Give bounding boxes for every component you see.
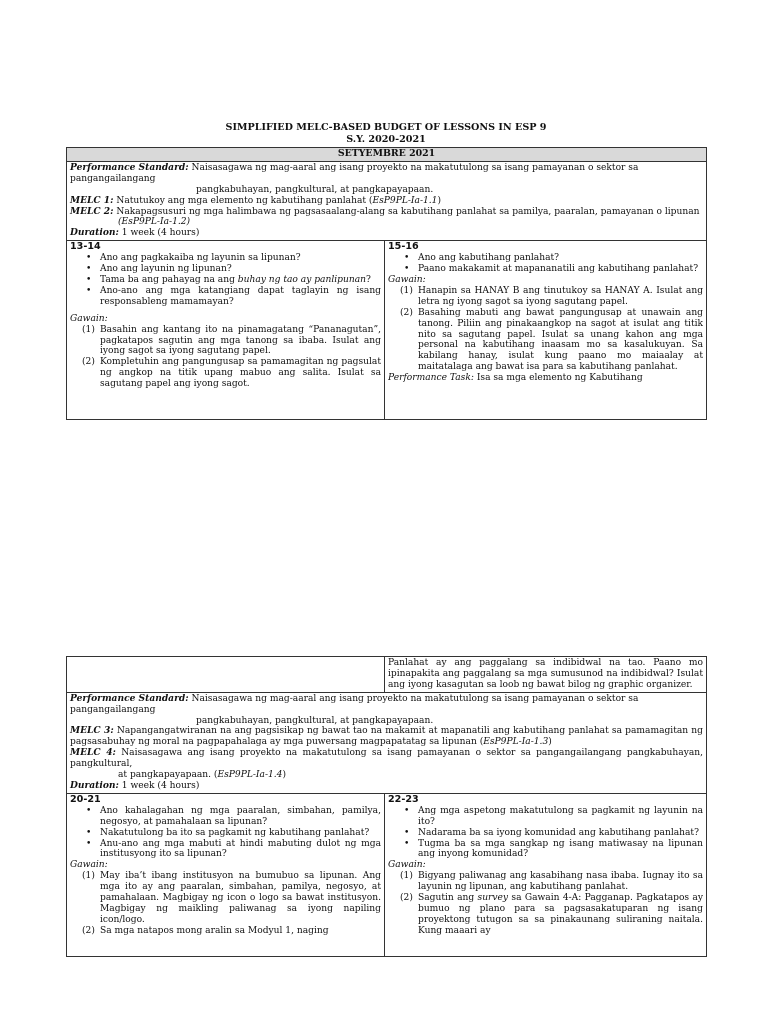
performance-standard-cont: pangkabuhayan, pangkultural, at pangkapayapaan. (196, 715, 434, 726)
activity-list (70, 325, 381, 390)
activity-list (70, 871, 381, 936)
activity-item: (2) Sagutin ang survey sa Gawain 4-A: Pagganap. Pagkatapos ay bumuo ng plano para sa pagsasakatuparan ng isang proyektong tutugon sa sa pinakaunang suliraning naitala. Kung maaari ay (400, 893, 703, 936)
budget-table-page2 (66, 656, 707, 957)
duration: Duration: 1 week (4 hours) (70, 779, 200, 791)
activity-item: (1) Hanapin sa HANAY B ang tinutukoy sa HANAY A. Isulat ang letra ng iyong sagot sa iyong sagutang papel. (400, 285, 704, 307)
question-item: • Ano-ano ang mga katangiang dapat taglayin ng isang responsableng mamamayan? (100, 286, 381, 308)
activity-item: (2) Basahing mabuti ang bawat pangungusap at unawain ang tanong. Piliin ang pinakaangkop na sagot at isulat ang titik nito sa sagutang papel. Isulat sa unang kahon ang mga personal na kabutihang inaasam mo sa kasalukuyan. Sa kabilang hanay, isulat kung paano mo maiaalay at maitatalaga ang bawat isa para sa kabutihang panlahat. (400, 307, 704, 373)
question-item: • Paano makakamit at mapananatili ang kabutihang panlahat? (418, 264, 703, 275)
activity-item: (2) Kompletuhin ang pangungusap sa pamamagitan ng pagsulat ng angkop na titik upang mabuo ang salita. Isulat sa sagutang papel ang iyong sagot. (82, 357, 381, 390)
school-year: S.Y. 2020-2021 (346, 134, 426, 145)
empty-cell (67, 657, 385, 693)
question-item: • Nakatutulong ba ito sa pagkamit ng kabutihang panlahat? (100, 828, 381, 839)
question-item: • Tama ba ang pahayag na ang buhay ng tao ay panlipunan? (100, 275, 381, 286)
question-item: • Ano ang kabutihang panlahat? (418, 253, 703, 264)
melc-3: MELC 3: Napangangatwiranan na ang pagsisikap ng bawat tao na makamit at mapanatili ang kabutihang panlahat sa pamamagitan ng pagsasabuhay ng moral na pagpapahalaga ay mga puwersang magpapatatag sa lipunan (EsP9PL-Ia-1.3) (70, 725, 703, 748)
performance-standard-cont: pangkabuhayan, pangkultural, at pangkapayapaan. (196, 184, 434, 195)
performance-task: Performance Task: Isa sa mga elemento ng Kabutihang (388, 373, 643, 384)
standards-cell (67, 161, 707, 240)
week-20-21-cell (67, 793, 385, 956)
standards-cell (67, 692, 707, 793)
question-list (70, 253, 381, 308)
week-22-23-cell (385, 793, 707, 956)
week-label: 20-21 (70, 794, 101, 805)
question-list (388, 806, 703, 861)
question-item: • Nadarama ba sa iyong komunidad ang kabutihang panlahat? (418, 828, 703, 839)
activity-list (388, 871, 703, 936)
activity-item: (1) May iba’t ibang institusyon na bumubuo sa lipunan. Ang mga ito ay ang paaralan, simbahan, pamilya, negosyo, at pamahalaan. Magbigay ng icon o logo sa bawat institusyon. Magbigay ng maikling paliwanag sa iyong napiling icon/logo. (82, 871, 381, 925)
melc-2: MELC 2: Nakapagsusuri ng mga halimbawa ng pagsasaalang-alang sa kabutihang panlahat sa pamilya, paaralan, pamayanan o lipunan (70, 205, 700, 217)
month-header: SETYEMBRE 2021 (67, 148, 707, 162)
week-15-16-cell (385, 241, 707, 420)
question-item: • Ang mga aspetong makatutulong sa pagkamit ng layunin na ito? (418, 806, 703, 828)
question-list (70, 806, 381, 861)
gawain-label: Gawain: (70, 860, 108, 871)
performance-task-cont: Panlahat ay ang paggalang sa indibidwal na tao. Paano mo ipinapakita ang paggalang sa mga sumusunod na indibidwal? Isulat ang iyong kasagutan sa loob ng bawat bilog ng graphic organizer. (385, 657, 707, 693)
gawain-label: Gawain: (70, 313, 108, 324)
budget-table-page1 (66, 147, 707, 420)
melc-2-code: (EsP9PL-Ia-1.2) (118, 217, 191, 228)
activity-item: (1) Bigyang paliwanag ang kasabihang nasa ibaba. Iugnay ito sa layunin ng lipunan, ang kabutihang panlahat. (400, 871, 703, 893)
question-item: • Tugma ba sa mga sangkap ng isang matiwasay na lipunan ang inyong komunidad? (418, 839, 703, 861)
question-list (388, 253, 703, 275)
document-title: SIMPLIFIED MELC-BASED BUDGET OF LESSONS IN ESP 9 (225, 122, 547, 133)
performance-standard: Performance Standard: Naisasagawa ng mag-aaral ang isang proyekto na makatutulong sa isang pamayanan o sektor sa pangangailangang (70, 161, 639, 184)
question-item: • Ano ang pagkakaiba ng layunin sa lipunan? (100, 253, 381, 264)
melc-4-cont: at pangkapayapaan. (EsP9PL-Ia-1.4) (118, 770, 287, 781)
performance-standard: Performance Standard: Naisasagawa ng mag-aaral ang isang proyekto na makatutulong sa isang pamayanan o sektor sa pangangailangang (70, 692, 639, 715)
activity-item: (2) Sa mga natapos mong aralin sa Modyul 1, naging (82, 925, 329, 936)
activity-list (388, 286, 703, 373)
week-13-14-cell (67, 241, 385, 420)
duration: Duration: 1 week (4 hours) (70, 227, 200, 239)
week-label: 13-14 (70, 242, 101, 253)
question-item: • Ano ang layunin ng lipunan? (100, 264, 381, 275)
gawain-label: Gawain: (388, 860, 426, 871)
week-label: 22-23 (388, 794, 419, 805)
question-item: • Anu-ano ang mga mabuti at hindi mabuting dulot ng mga institusyong ito sa lipunan? (100, 839, 381, 861)
week-label: 15-16 (388, 242, 419, 253)
gawain-label: Gawain: (388, 274, 426, 285)
melc-4: MELC 4: Naisasagawa ang isang proyekto na makatutulong sa isang pamayanan o sektor sa pangangailangang pangkabuhayan, pangkultural, (70, 747, 703, 770)
question-item: • Ano kahalagahan ng mga paaralan, simbahan, pamilya, negosyo, at pamahalaan sa lipunan? (100, 806, 381, 828)
activity-item: (1) Basahin ang kantang ito na pinamagatang “Pananagutan”, pagkatapos sagutin ang mga tanong sa ibaba. Isulat ang iyong sagot sa iyong sagutang papel. (82, 324, 381, 357)
melc-1: MELC 1: Natutukoy ang mga elemento ng kabutihang panlahat (EsP9PL-Ia-1.1) (70, 194, 442, 206)
